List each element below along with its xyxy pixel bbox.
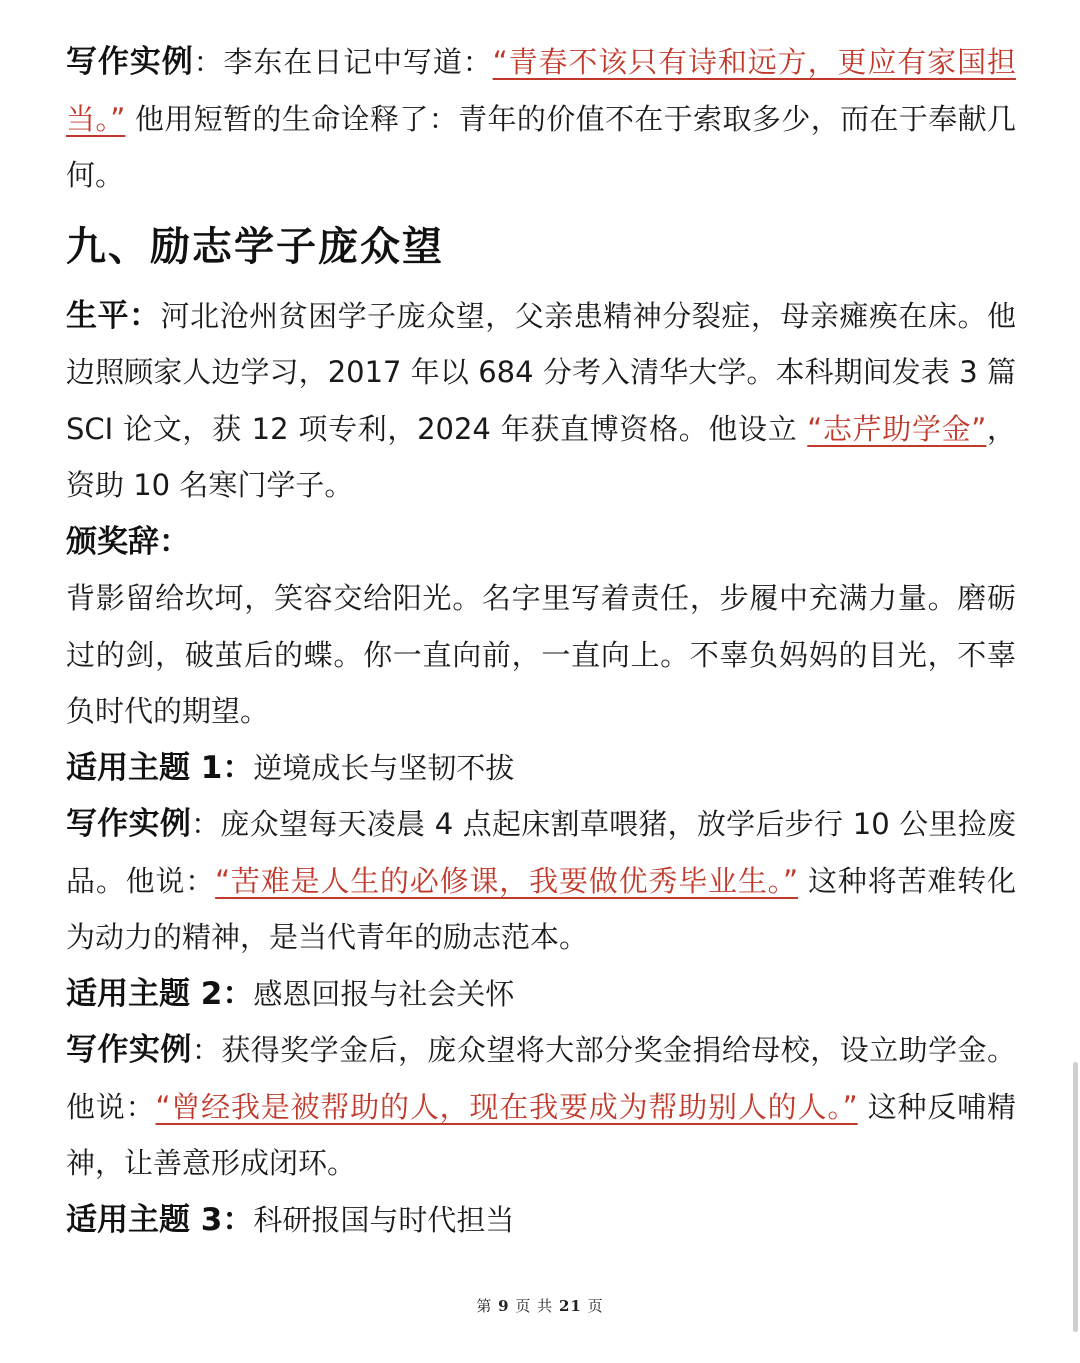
example-text-before: 获得奖学金后，庞众望将大部分奖金捐给母校，设立助学金。他说： [66,1033,1016,1124]
section-heading: 九、励志学子庞众望 [66,223,444,270]
writing-example-label: 写作实例 [66,806,192,842]
document-page [66,34,1016,1248]
scholarship-name-quote: “志芹助学金” [807,411,987,446]
highlighted-quote: “苦难是人生的必修课，我要做优秀毕业生。” [215,863,799,898]
writing-example-label: 写作实例 [66,44,194,80]
theme-2-text: 感恩回报与社会关怀 [253,976,515,1011]
theme-3-label: 适用主题 3： [66,1201,254,1238]
example-text-after: 这种将苦难转化为动力的精神，是当代青年的励志范本。 [66,863,1016,954]
theme-2 [66,966,1016,1023]
example-text-after: 他用短暂的生命诠释了：青年的价值不在于索取多少，而在于奉献几何。 [66,101,1016,192]
label-colon: ： [191,807,221,841]
biography-text-before: 河北沧州贫困学子庞众望，父亲患精神分裂症，母亲瘫痪在床。他边照顾家人边学习，2017 年以 684 分考入清华大学。本科期间发表 3 篇 SCI 论文，获 12 项专利，2024 年获直博资格。他设立 [66,298,1016,446]
theme-2-label: 适用主题 2： [66,975,254,1012]
label-colon: ： [191,1033,222,1067]
theme-1 [66,740,1016,797]
highlighted-quote: “曾经我是被帮助的人，现在我要成为帮助别人的人。” [155,1089,858,1124]
page-footer [0,1295,1080,1316]
highlighted-quote: “青春不该只有诗和远方，更应有家国担当。” [66,45,1016,136]
example-text-before: 庞众望每天凌晨 4 点起床割草喂猪，放学后步行 10 公里捡废品。他说： [66,807,1016,898]
biography-label: 生平： [66,297,161,334]
label-colon: ： [193,45,224,79]
total-pages-number: 21 [558,1297,582,1315]
award-label: 颁奖辞： [66,523,190,560]
biography-paragraph [66,288,1016,514]
footer-middle: 页 共 [515,1297,554,1315]
biography-text-after: ，资助 10 名寒门学子。 [66,411,1016,502]
scrollbar-thumb[interactable] [1073,1062,1078,1332]
theme-3-text: 科研报国与时代担当 [253,1202,515,1237]
writing-example-1 [66,796,1016,966]
example-text-after: 这种反哺精神，让善意形成闭环。 [66,1089,1016,1180]
example-text-before: 李东在日记中写道： [223,45,493,79]
theme-1-label: 适用主题 1： [66,749,254,786]
writing-example-2 [66,1022,1016,1192]
footer-suffix: 页 [587,1297,604,1315]
award-label-line [66,514,1016,571]
writing-example-label: 写作实例 [66,1032,192,1068]
footer-prefix: 第 [476,1297,493,1315]
writing-example-li-dong [66,34,1016,204]
current-page-number: 9 [498,1297,510,1315]
award-citation: 背影留给坎坷，笑容交给阳光。名字里写着责任，步履中充满力量。磨砺过的剑，破茧后的蝶。你一直向前，一直向上。不辜负妈妈的目光，不辜负时代的期望。 [66,581,1016,728]
theme-3 [66,1192,1016,1249]
theme-1-text: 逆境成长与坚韧不拔 [253,750,515,785]
